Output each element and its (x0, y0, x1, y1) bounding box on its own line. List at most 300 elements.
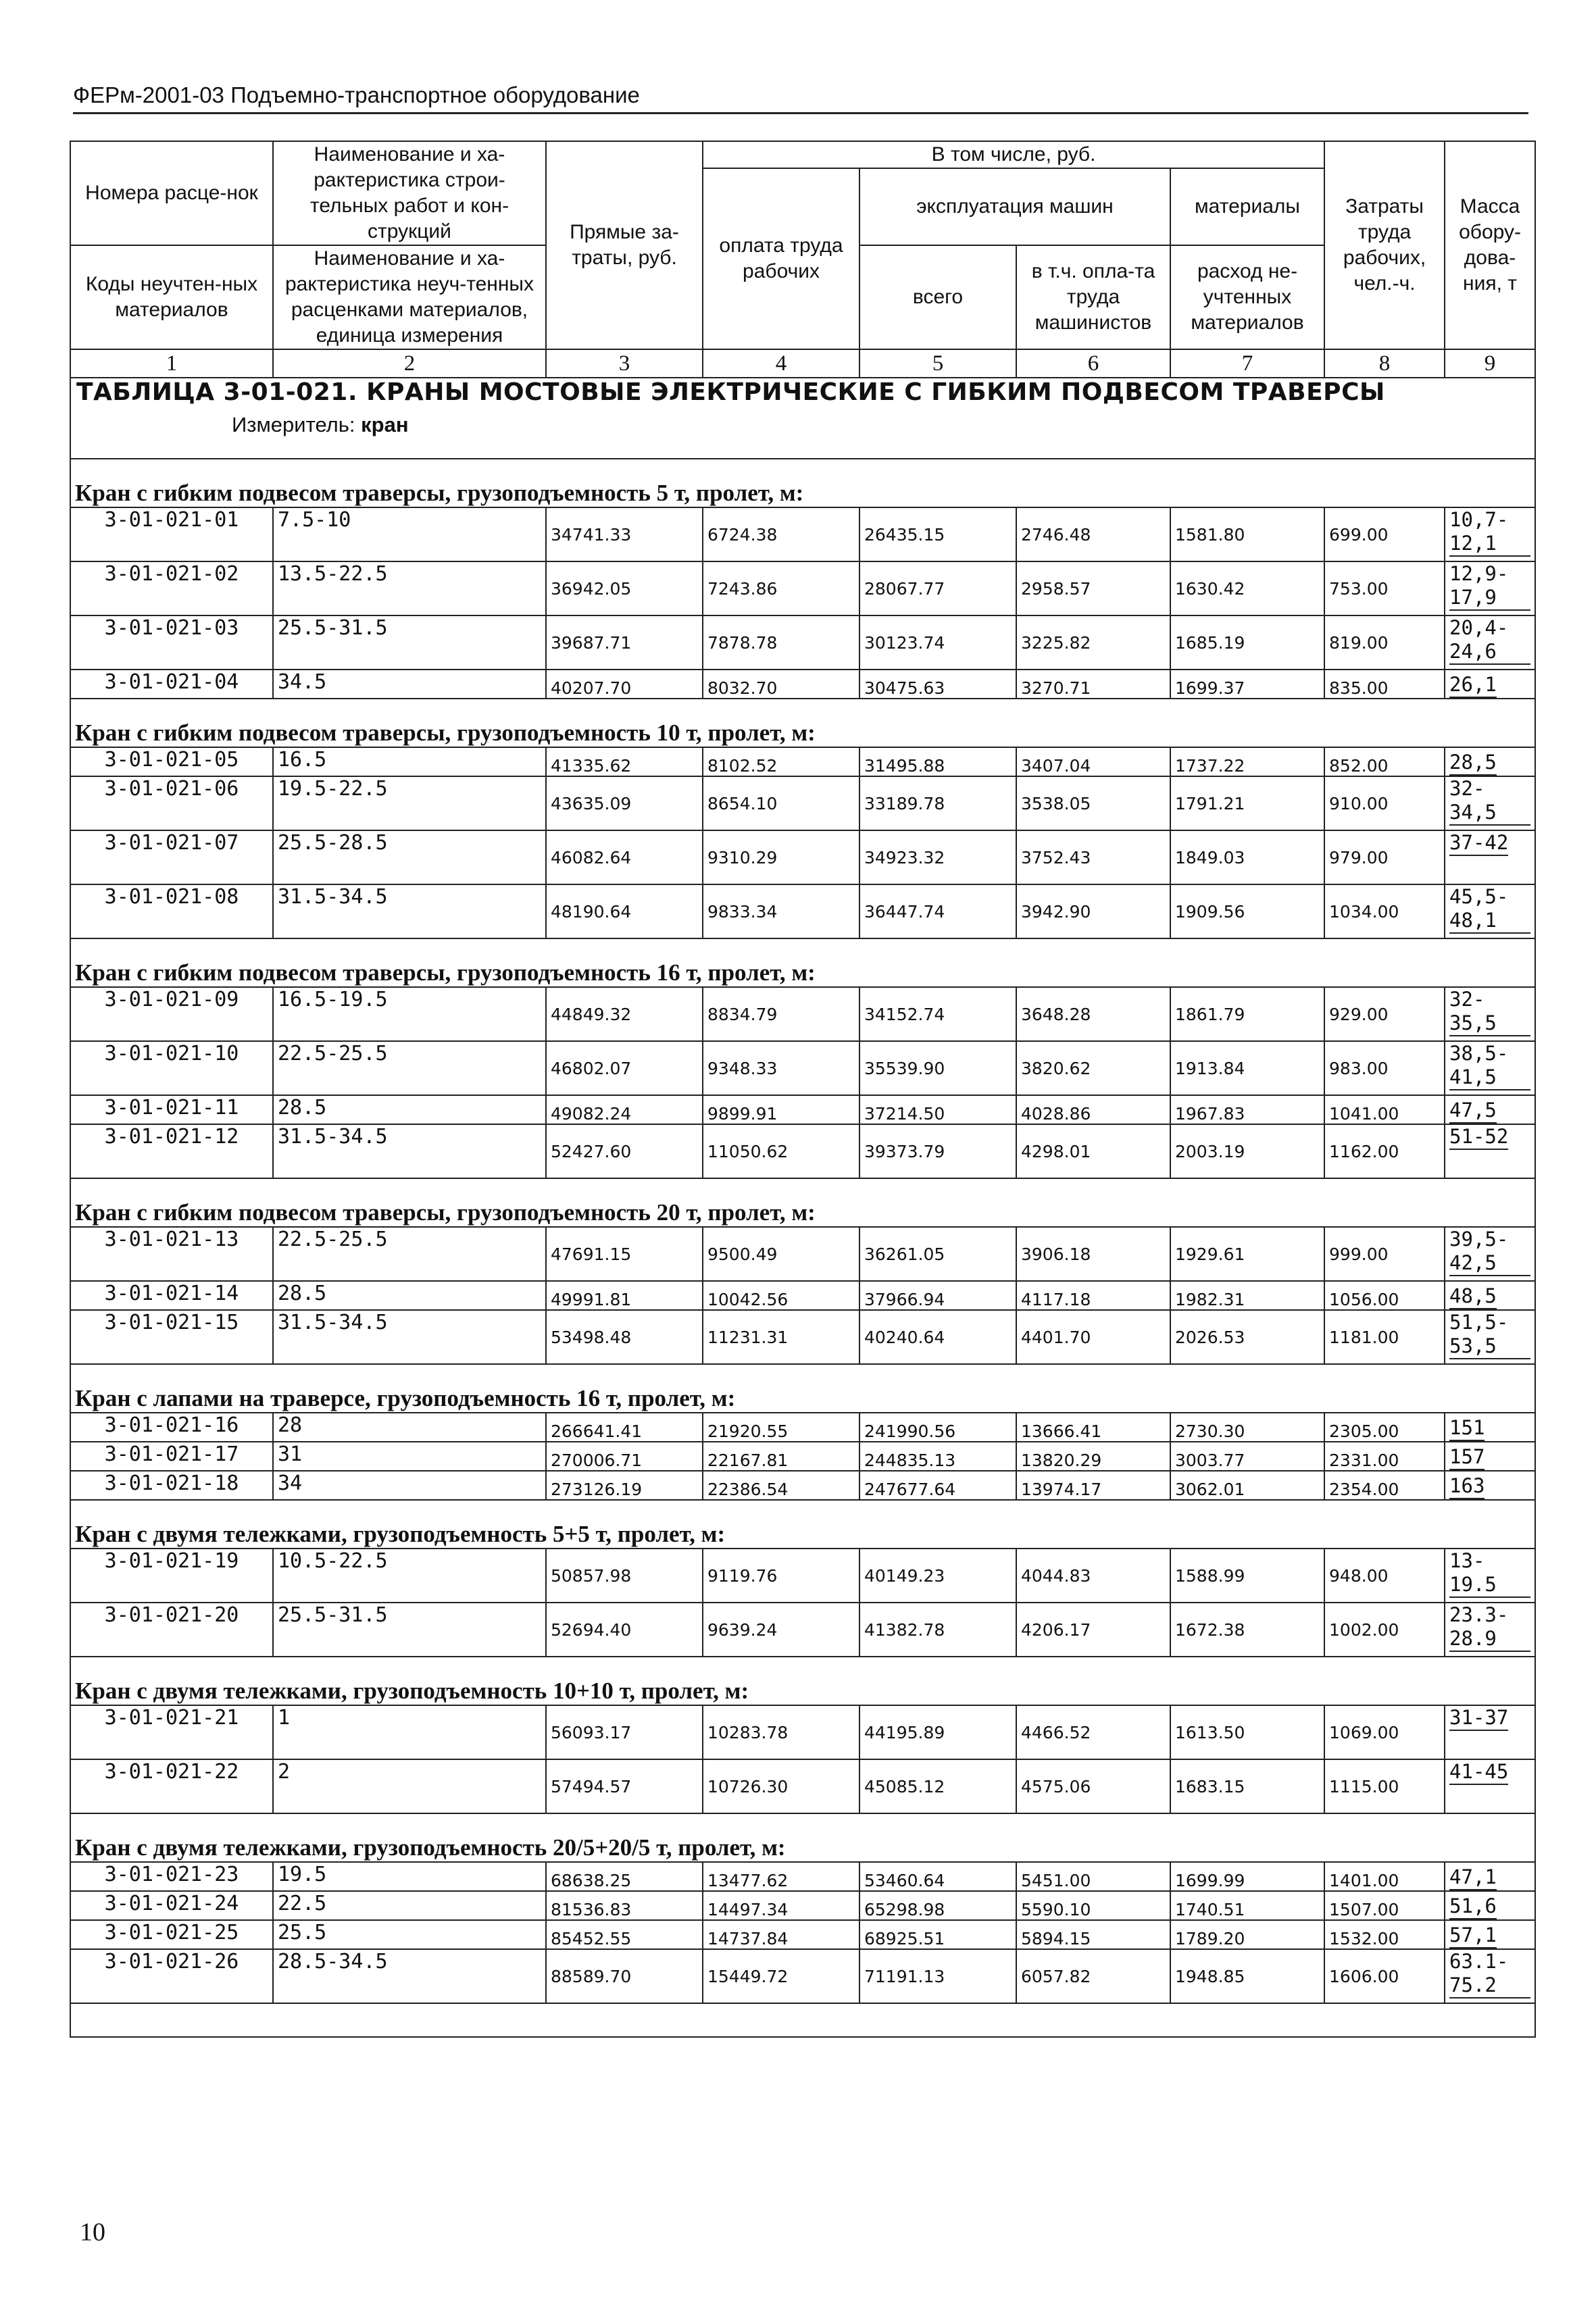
table-row (70, 1281, 1535, 1310)
machinist-wages: 3752.43 (1016, 830, 1170, 884)
table-row (70, 1442, 1535, 1471)
machinist-wages: 13974.17 (1016, 1471, 1170, 1500)
header-direct-costs: Прямые за-траты, руб. (546, 141, 703, 349)
materials-value: 1581.80 (1170, 507, 1324, 561)
rate-code: 3-01-021-21 (70, 1705, 273, 1759)
labor-value: 1115.00 (1324, 1759, 1445, 1813)
wages-value: 9899.91 (703, 1095, 859, 1124)
mass-text: 151 (1449, 1416, 1485, 1441)
rates-table (70, 141, 1536, 2038)
labor-value: 929.00 (1324, 987, 1445, 1041)
machines-total: 33189.78 (859, 776, 1016, 830)
wages-value: 10283.78 (703, 1705, 859, 1759)
machinist-wages: 3270.71 (1016, 670, 1170, 699)
group-title: Кран с гибким подвесом траверсы, грузоподъемность 5 т, пролет, м: (70, 459, 1535, 507)
span-value: 31.5-34.5 (273, 1124, 546, 1178)
mass-value (1445, 987, 1535, 1041)
machines-total: 71191.13 (859, 1949, 1016, 2003)
labor-value: 2331.00 (1324, 1442, 1445, 1471)
mass-value (1445, 1310, 1535, 1364)
span-value: 2 (273, 1759, 546, 1813)
table-row (70, 1413, 1535, 1442)
mass-value (1445, 1041, 1535, 1095)
wages-value: 22386.54 (703, 1471, 859, 1500)
direct-costs: 85452.55 (546, 1920, 703, 1949)
wages-value: 7878.78 (703, 615, 859, 670)
materials-value: 2730.30 (1170, 1413, 1324, 1442)
rate-code: 3-01-021-04 (70, 670, 273, 699)
labor-value: 1401.00 (1324, 1862, 1445, 1891)
labor-value: 1606.00 (1324, 1949, 1445, 2003)
mass-value (1445, 747, 1535, 776)
column-number: 4 (703, 349, 859, 378)
machinist-wages: 3820.62 (1016, 1041, 1170, 1095)
mass-value (1445, 1442, 1535, 1471)
wages-value: 14737.84 (703, 1920, 859, 1949)
table-title: ТАБЛИЦА 3-01-021. КРАНЫ МОСТОВЫЕ ЭЛЕКТРИЧЕСКИЕ С ГИБКИМ ПОДВЕСОМ ТРАВЕРСЫ (76, 378, 1385, 406)
machinist-wages: 5590.10 (1016, 1891, 1170, 1920)
materials-value: 1967.83 (1170, 1095, 1324, 1124)
direct-costs: 273126.19 (546, 1471, 703, 1500)
labor-value: 1162.00 (1324, 1124, 1445, 1178)
materials-value: 1909.56 (1170, 884, 1324, 938)
materials-value: 1791.21 (1170, 776, 1324, 830)
wages-value: 9833.34 (703, 884, 859, 938)
table-row (70, 507, 1535, 561)
labor-value: 910.00 (1324, 776, 1445, 830)
materials-value: 1929.61 (1170, 1227, 1324, 1281)
mass-value (1445, 1705, 1535, 1759)
direct-costs: 43635.09 (546, 776, 703, 830)
table-row (70, 1603, 1535, 1657)
machines-total: 45085.12 (859, 1759, 1016, 1813)
direct-costs: 41335.62 (546, 747, 703, 776)
table-row (70, 1227, 1535, 1281)
labor-value: 1056.00 (1324, 1281, 1445, 1310)
wages-value: 8834.79 (703, 987, 859, 1041)
group-title: Кран с двумя тележками, грузоподъемность 10+10 т, пролет, м: (70, 1657, 1535, 1705)
direct-costs: 270006.71 (546, 1442, 703, 1471)
machines-total: 41382.78 (859, 1603, 1016, 1657)
rate-code: 3-01-021-18 (70, 1471, 273, 1500)
header-materials: материалы (1170, 168, 1324, 245)
rate-code: 3-01-021-22 (70, 1759, 273, 1813)
span-value: 34 (273, 1471, 546, 1500)
wages-value: 10042.56 (703, 1281, 859, 1310)
machines-total: 247677.64 (859, 1471, 1016, 1500)
mass-text: 12,9-17,9 (1449, 562, 1530, 611)
mass-text: 26,1 (1449, 673, 1497, 698)
rate-code: 3-01-021-20 (70, 1603, 273, 1657)
machines-total: 37214.50 (859, 1095, 1016, 1124)
rate-code: 3-01-021-03 (70, 615, 273, 670)
machinist-wages: 13666.41 (1016, 1413, 1170, 1442)
header-machinist-wages: в т.ч. опла-та труда машинистов (1016, 245, 1170, 349)
table-row (70, 561, 1535, 615)
header-labor: Затраты труда рабочих, чел.-ч. (1324, 141, 1445, 349)
span-value: 16.5-19.5 (273, 987, 546, 1041)
table-body (70, 378, 1535, 2003)
group-header-row (70, 1813, 1535, 1862)
table-row (70, 884, 1535, 938)
machines-total: 28067.77 (859, 561, 1016, 615)
column-number: 9 (1445, 349, 1535, 378)
span-value: 22.5-25.5 (273, 1041, 546, 1095)
machinist-wages: 2958.57 (1016, 561, 1170, 615)
wages-value: 8032.70 (703, 670, 859, 699)
table-row (70, 1549, 1535, 1603)
materials-value: 2026.53 (1170, 1310, 1324, 1364)
header-wages: оплата труда рабочих (703, 168, 859, 349)
machines-total: 44195.89 (859, 1705, 1016, 1759)
mass-value (1445, 1549, 1535, 1603)
wages-value: 11231.31 (703, 1310, 859, 1364)
table-row (70, 1095, 1535, 1124)
direct-costs: 53498.48 (546, 1310, 703, 1364)
materials-value: 1630.42 (1170, 561, 1324, 615)
materials-value: 1982.31 (1170, 1281, 1324, 1310)
machines-total: 39373.79 (859, 1124, 1016, 1178)
direct-costs: 52427.60 (546, 1124, 703, 1178)
direct-costs: 57494.57 (546, 1759, 703, 1813)
mass-text: 32-34,5 (1449, 777, 1530, 826)
group-header-row (70, 1500, 1535, 1549)
span-value: 25.5-31.5 (273, 1603, 546, 1657)
materials-value: 2003.19 (1170, 1124, 1324, 1178)
column-number: 8 (1324, 349, 1445, 378)
machinist-wages: 3942.90 (1016, 884, 1170, 938)
mass-value (1445, 1095, 1535, 1124)
rate-code: 3-01-021-23 (70, 1862, 273, 1891)
span-value: 22.5-25.5 (273, 1227, 546, 1281)
rate-code: 3-01-021-11 (70, 1095, 273, 1124)
group-header-row (70, 699, 1535, 747)
direct-costs: 40207.70 (546, 670, 703, 699)
labor-value: 1034.00 (1324, 884, 1445, 938)
table-row (70, 1920, 1535, 1949)
group-header-row (70, 1178, 1535, 1227)
span-value: 19.5 (273, 1862, 546, 1891)
span-value: 25.5-28.5 (273, 830, 546, 884)
meter-label: Измеритель: (232, 413, 355, 436)
table-row (70, 776, 1535, 830)
machinist-wages: 3906.18 (1016, 1227, 1170, 1281)
rate-code: 3-01-021-24 (70, 1891, 273, 1920)
direct-costs: 48190.64 (546, 884, 703, 938)
direct-costs: 56093.17 (546, 1705, 703, 1759)
span-value: 16.5 (273, 747, 546, 776)
labor-value: 2354.00 (1324, 1471, 1445, 1500)
direct-costs: 47691.15 (546, 1227, 703, 1281)
labor-value: 2305.00 (1324, 1413, 1445, 1442)
materials-value: 1861.79 (1170, 987, 1324, 1041)
wages-value: 9119.76 (703, 1549, 859, 1603)
mass-text: 51,6 (1449, 1894, 1497, 1919)
machines-total: 30475.63 (859, 670, 1016, 699)
materials-value: 1789.20 (1170, 1920, 1324, 1949)
machines-total: 40149.23 (859, 1549, 1016, 1603)
mass-text: 28,5 (1449, 751, 1497, 776)
mass-text: 13-19.5 (1449, 1549, 1530, 1598)
table-row (70, 670, 1535, 699)
wages-value: 7243.86 (703, 561, 859, 615)
rate-code: 3-01-021-12 (70, 1124, 273, 1178)
mass-text: 157 (1449, 1445, 1485, 1470)
mass-text: 10,7-12,1 (1449, 508, 1530, 557)
span-value: 10.5-22.5 (273, 1549, 546, 1603)
header-machines-total: всего (859, 245, 1016, 349)
mass-value (1445, 615, 1535, 670)
mass-value (1445, 670, 1535, 699)
column-number: 5 (859, 349, 1016, 378)
mass-text: 48,5 (1449, 1284, 1497, 1309)
rate-code: 3-01-021-06 (70, 776, 273, 830)
labor-value: 1181.00 (1324, 1310, 1445, 1364)
table-row (70, 615, 1535, 670)
mass-text: 38,5-41,5 (1449, 1042, 1530, 1090)
wages-value: 8654.10 (703, 776, 859, 830)
machines-total: 35539.90 (859, 1041, 1016, 1095)
machinist-wages: 2746.48 (1016, 507, 1170, 561)
materials-value: 1685.19 (1170, 615, 1324, 670)
mass-text: 63.1-75.2 (1449, 1950, 1530, 1998)
labor-value: 999.00 (1324, 1227, 1445, 1281)
machinist-wages: 3225.82 (1016, 615, 1170, 670)
group-header-row (70, 459, 1535, 507)
direct-costs: 68638.25 (546, 1862, 703, 1891)
mass-text: 32-35,5 (1449, 988, 1530, 1036)
direct-costs: 50857.98 (546, 1549, 703, 1603)
group-title: Кран с лапами на траверсе, грузоподъемность 16 т, пролет, м: (70, 1364, 1535, 1413)
mass-value (1445, 1281, 1535, 1310)
direct-costs: 36942.05 (546, 561, 703, 615)
machines-total: 34152.74 (859, 987, 1016, 1041)
header-machines: эксплуатация машин (859, 168, 1170, 245)
span-value: 19.5-22.5 (273, 776, 546, 830)
group-title: Кран с двумя тележками, грузоподъемность 20/5+20/5 т, пролет, м: (70, 1813, 1535, 1862)
mass-text: 57,1 (1449, 1923, 1497, 1948)
rate-code: 3-01-021-19 (70, 1549, 273, 1603)
machines-total: 40240.64 (859, 1310, 1016, 1364)
wages-value: 9639.24 (703, 1603, 859, 1657)
span-value: 31.5-34.5 (273, 884, 546, 938)
machinist-wages: 4044.83 (1016, 1549, 1170, 1603)
machines-total: 244835.13 (859, 1442, 1016, 1471)
header-rate-numbers: Номера расце-нок (70, 141, 273, 245)
mass-text: 41-45 (1449, 1760, 1508, 1785)
mass-text: 23.3-28.9 (1449, 1603, 1530, 1652)
direct-costs: 46802.07 (546, 1041, 703, 1095)
labor-value: 1069.00 (1324, 1705, 1445, 1759)
labor-value: 835.00 (1324, 670, 1445, 699)
table-row (70, 1041, 1535, 1095)
span-value: 28.5 (273, 1095, 546, 1124)
meter-value: кран (361, 413, 409, 436)
direct-costs: 46082.64 (546, 830, 703, 884)
labor-value: 1002.00 (1324, 1603, 1445, 1657)
column-number: 7 (1170, 349, 1324, 378)
mass-value (1445, 1862, 1535, 1891)
mass-value (1445, 1124, 1535, 1178)
span-value: 34.5 (273, 670, 546, 699)
span-value: 7.5-10 (273, 507, 546, 561)
header-material-name: Наименование и ха-рактеристика неуч-тенных расценками материалов, единица измерения (273, 245, 546, 349)
table-row (70, 747, 1535, 776)
direct-costs: 266641.41 (546, 1413, 703, 1442)
machines-total: 65298.98 (859, 1891, 1016, 1920)
table-row (70, 1891, 1535, 1920)
span-value: 28.5-34.5 (273, 1949, 546, 2003)
mass-value (1445, 884, 1535, 938)
mass-text: 47,5 (1449, 1099, 1497, 1124)
table-end-space (70, 2003, 1535, 2037)
wages-value: 9348.33 (703, 1041, 859, 1095)
rate-code: 3-01-021-01 (70, 507, 273, 561)
direct-costs: 34741.33 (546, 507, 703, 561)
rate-code: 3-01-021-09 (70, 987, 273, 1041)
machinist-wages: 6057.82 (1016, 1949, 1170, 2003)
machines-total: 241990.56 (859, 1413, 1016, 1442)
direct-costs: 81536.83 (546, 1891, 703, 1920)
rate-code: 3-01-021-07 (70, 830, 273, 884)
wages-value: 15449.72 (703, 1949, 859, 2003)
mass-value (1445, 1413, 1535, 1442)
span-value: 25.5-31.5 (273, 615, 546, 670)
mass-text: 20,4-24,6 (1449, 616, 1530, 665)
materials-value: 3062.01 (1170, 1471, 1324, 1500)
machinist-wages: 13820.29 (1016, 1442, 1170, 1471)
span-value: 28 (273, 1413, 546, 1442)
mass-value (1445, 507, 1535, 561)
wages-value: 13477.62 (703, 1862, 859, 1891)
mass-text: 163 (1449, 1474, 1485, 1499)
mass-value (1445, 830, 1535, 884)
materials-value: 1737.22 (1170, 747, 1324, 776)
span-value: 25.5 (273, 1920, 546, 1949)
table-row (70, 1862, 1535, 1891)
rate-code: 3-01-021-14 (70, 1281, 273, 1310)
mass-text: 51-52 (1449, 1125, 1508, 1150)
header-mass: Масса обору-дова-ния, т (1445, 141, 1535, 349)
machinist-wages: 4028.86 (1016, 1095, 1170, 1124)
materials-value: 1672.38 (1170, 1603, 1324, 1657)
machinist-wages: 4575.06 (1016, 1759, 1170, 1813)
labor-value: 699.00 (1324, 507, 1445, 561)
wages-value: 9500.49 (703, 1227, 859, 1281)
meter-line (232, 413, 1530, 437)
mass-value (1445, 1603, 1535, 1657)
rate-code: 3-01-021-10 (70, 1041, 273, 1095)
header-material-codes: Коды неучтен-ных материалов (70, 245, 273, 349)
machinist-wages: 3538.05 (1016, 776, 1170, 830)
group-title: Кран с гибким подвесом траверсы, грузоподъемность 10 т, пролет, м: (70, 699, 1535, 747)
span-value: 13.5-22.5 (273, 561, 546, 615)
labor-value: 948.00 (1324, 1549, 1445, 1603)
direct-costs: 44849.32 (546, 987, 703, 1041)
table-row (70, 1759, 1535, 1813)
mass-text: 51,5-53,5 (1449, 1311, 1530, 1359)
labor-value: 1041.00 (1324, 1095, 1445, 1124)
machines-total: 36261.05 (859, 1227, 1016, 1281)
mass-value (1445, 1227, 1535, 1281)
table-row (70, 1705, 1535, 1759)
wages-value: 22167.81 (703, 1442, 859, 1471)
mass-value (1445, 1920, 1535, 1949)
direct-costs: 39687.71 (546, 615, 703, 670)
machines-total: 30123.74 (859, 615, 1016, 670)
rate-code: 3-01-021-15 (70, 1310, 273, 1364)
rate-code: 3-01-021-02 (70, 561, 273, 615)
machines-total: 37966.94 (859, 1281, 1016, 1310)
machinist-wages: 5894.15 (1016, 1920, 1170, 1949)
machines-total: 34923.32 (859, 830, 1016, 884)
rate-code: 3-01-021-08 (70, 884, 273, 938)
table-tail (70, 2003, 1535, 2037)
machinist-wages: 4117.18 (1016, 1281, 1170, 1310)
machines-total: 36447.74 (859, 884, 1016, 938)
table-head (70, 141, 1535, 378)
direct-costs: 49991.81 (546, 1281, 703, 1310)
table-row (70, 1310, 1535, 1364)
span-value: 31.5-34.5 (273, 1310, 546, 1364)
group-header-row (70, 938, 1535, 987)
table-row (70, 1471, 1535, 1500)
mass-text: 31-37 (1449, 1706, 1508, 1731)
column-number: 3 (546, 349, 703, 378)
group-header-row (70, 1657, 1535, 1705)
machinist-wages: 4206.17 (1016, 1603, 1170, 1657)
labor-value: 979.00 (1324, 830, 1445, 884)
direct-costs: 88589.70 (546, 1949, 703, 2003)
wages-value: 14497.34 (703, 1891, 859, 1920)
direct-costs: 52694.40 (546, 1603, 703, 1657)
header-materials-unaccounted: расход не-учтенных материалов (1170, 245, 1324, 349)
header-work-name: Наименование и ха-рактеристика строи-тельных работ и кон-струкций (273, 141, 546, 245)
materials-value: 3003.77 (1170, 1442, 1324, 1471)
labor-value: 1507.00 (1324, 1891, 1445, 1920)
wages-value: 6724.38 (703, 507, 859, 561)
wages-value: 9310.29 (703, 830, 859, 884)
direct-costs: 49082.24 (546, 1095, 703, 1124)
machines-total: 53460.64 (859, 1862, 1016, 1891)
materials-value: 1683.15 (1170, 1759, 1324, 1813)
span-value: 1 (273, 1705, 546, 1759)
table-row (70, 987, 1535, 1041)
table-row (70, 830, 1535, 884)
wages-value: 11050.62 (703, 1124, 859, 1178)
mass-text: 39,5-42,5 (1449, 1228, 1530, 1276)
wages-value: 8102.52 (703, 747, 859, 776)
machinist-wages: 5451.00 (1016, 1862, 1170, 1891)
materials-value: 1849.03 (1170, 830, 1324, 884)
machines-total: 31495.88 (859, 747, 1016, 776)
rate-code: 3-01-021-26 (70, 1949, 273, 2003)
materials-value: 1588.99 (1170, 1549, 1324, 1603)
column-number: 1 (70, 349, 273, 378)
mass-value (1445, 1759, 1535, 1813)
rate-code: 3-01-021-25 (70, 1920, 273, 1949)
mass-value (1445, 1471, 1535, 1500)
rate-code: 3-01-021-13 (70, 1227, 273, 1281)
mass-value (1445, 1949, 1535, 2003)
labor-value: 1532.00 (1324, 1920, 1445, 1949)
group-title: Кран с гибким подвесом траверсы, грузоподъемность 16 т, пролет, м: (70, 938, 1535, 987)
machinist-wages: 3407.04 (1016, 747, 1170, 776)
machinist-wages: 4298.01 (1016, 1124, 1170, 1178)
machines-total: 26435.15 (859, 507, 1016, 561)
machines-total: 68925.51 (859, 1920, 1016, 1949)
column-number: 2 (273, 349, 546, 378)
